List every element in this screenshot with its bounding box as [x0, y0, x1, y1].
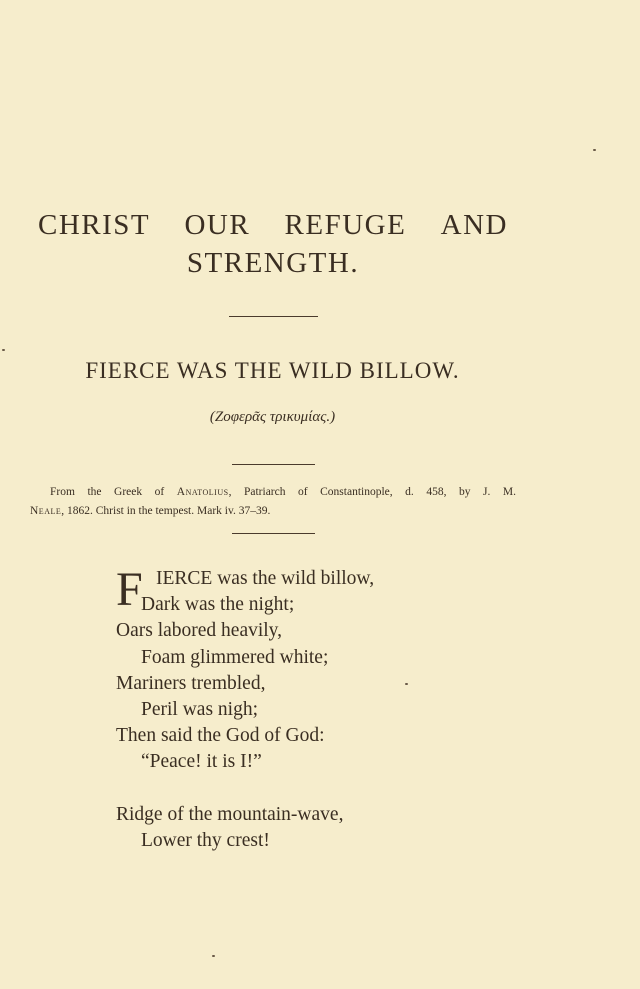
greek-original-title: (Ζοφερᾶς τρικυμίας.) [209, 409, 336, 425]
paper-speck [593, 149, 596, 151]
title-word: CHRIST [38, 209, 151, 241]
hymn-title: FIERCE WAS THE WILD BILLOW. [85, 358, 460, 383]
attribution-note [30, 483, 516, 521]
drop-cap: F [116, 563, 143, 616]
poem-line: Peril was nigh; [141, 698, 258, 720]
paper-speck [405, 683, 408, 685]
paper-speck [2, 349, 5, 351]
poem-line: Foam glimmered white; [141, 646, 329, 668]
translator-name: Neale [30, 505, 62, 517]
poem-line: Then said the God of God: [116, 725, 325, 747]
poem-line: Lower thy crest! [141, 829, 270, 851]
author-name: Anatolius [176, 486, 229, 498]
divider-rule [232, 533, 315, 534]
stanza-break [116, 776, 516, 802]
poem-line: Dark was the night; [141, 594, 295, 616]
divider-rule [232, 464, 315, 465]
poem-line: Oars labored heavily, [116, 620, 283, 642]
title-word: OUR [184, 209, 251, 241]
title-word: AND [440, 209, 508, 241]
hymn-section-title [38, 206, 508, 282]
poem-body [116, 563, 516, 854]
poem-line: “Peace! it is I!” [141, 751, 262, 773]
paper-speck [212, 955, 215, 957]
divider-rule [229, 316, 318, 317]
title-line-2: STRENGTH. [186, 247, 360, 279]
poem-line: IERCE was the wild billow, [156, 568, 375, 589]
title-line-1 [38, 206, 508, 244]
note-line-2: Neale, 1862. Christ in the tempest. Mark iv. 37–39. [30, 505, 271, 517]
poem-line: Ridge of the mountain-wave, [116, 803, 344, 825]
poem-line: Mariners trembled, [116, 672, 266, 694]
note-line-1: From the Greek of Anatolius, Patriarch of Constantinople, d. 458, by J. M. [50, 486, 516, 498]
title-word: REFUGE [284, 209, 407, 241]
